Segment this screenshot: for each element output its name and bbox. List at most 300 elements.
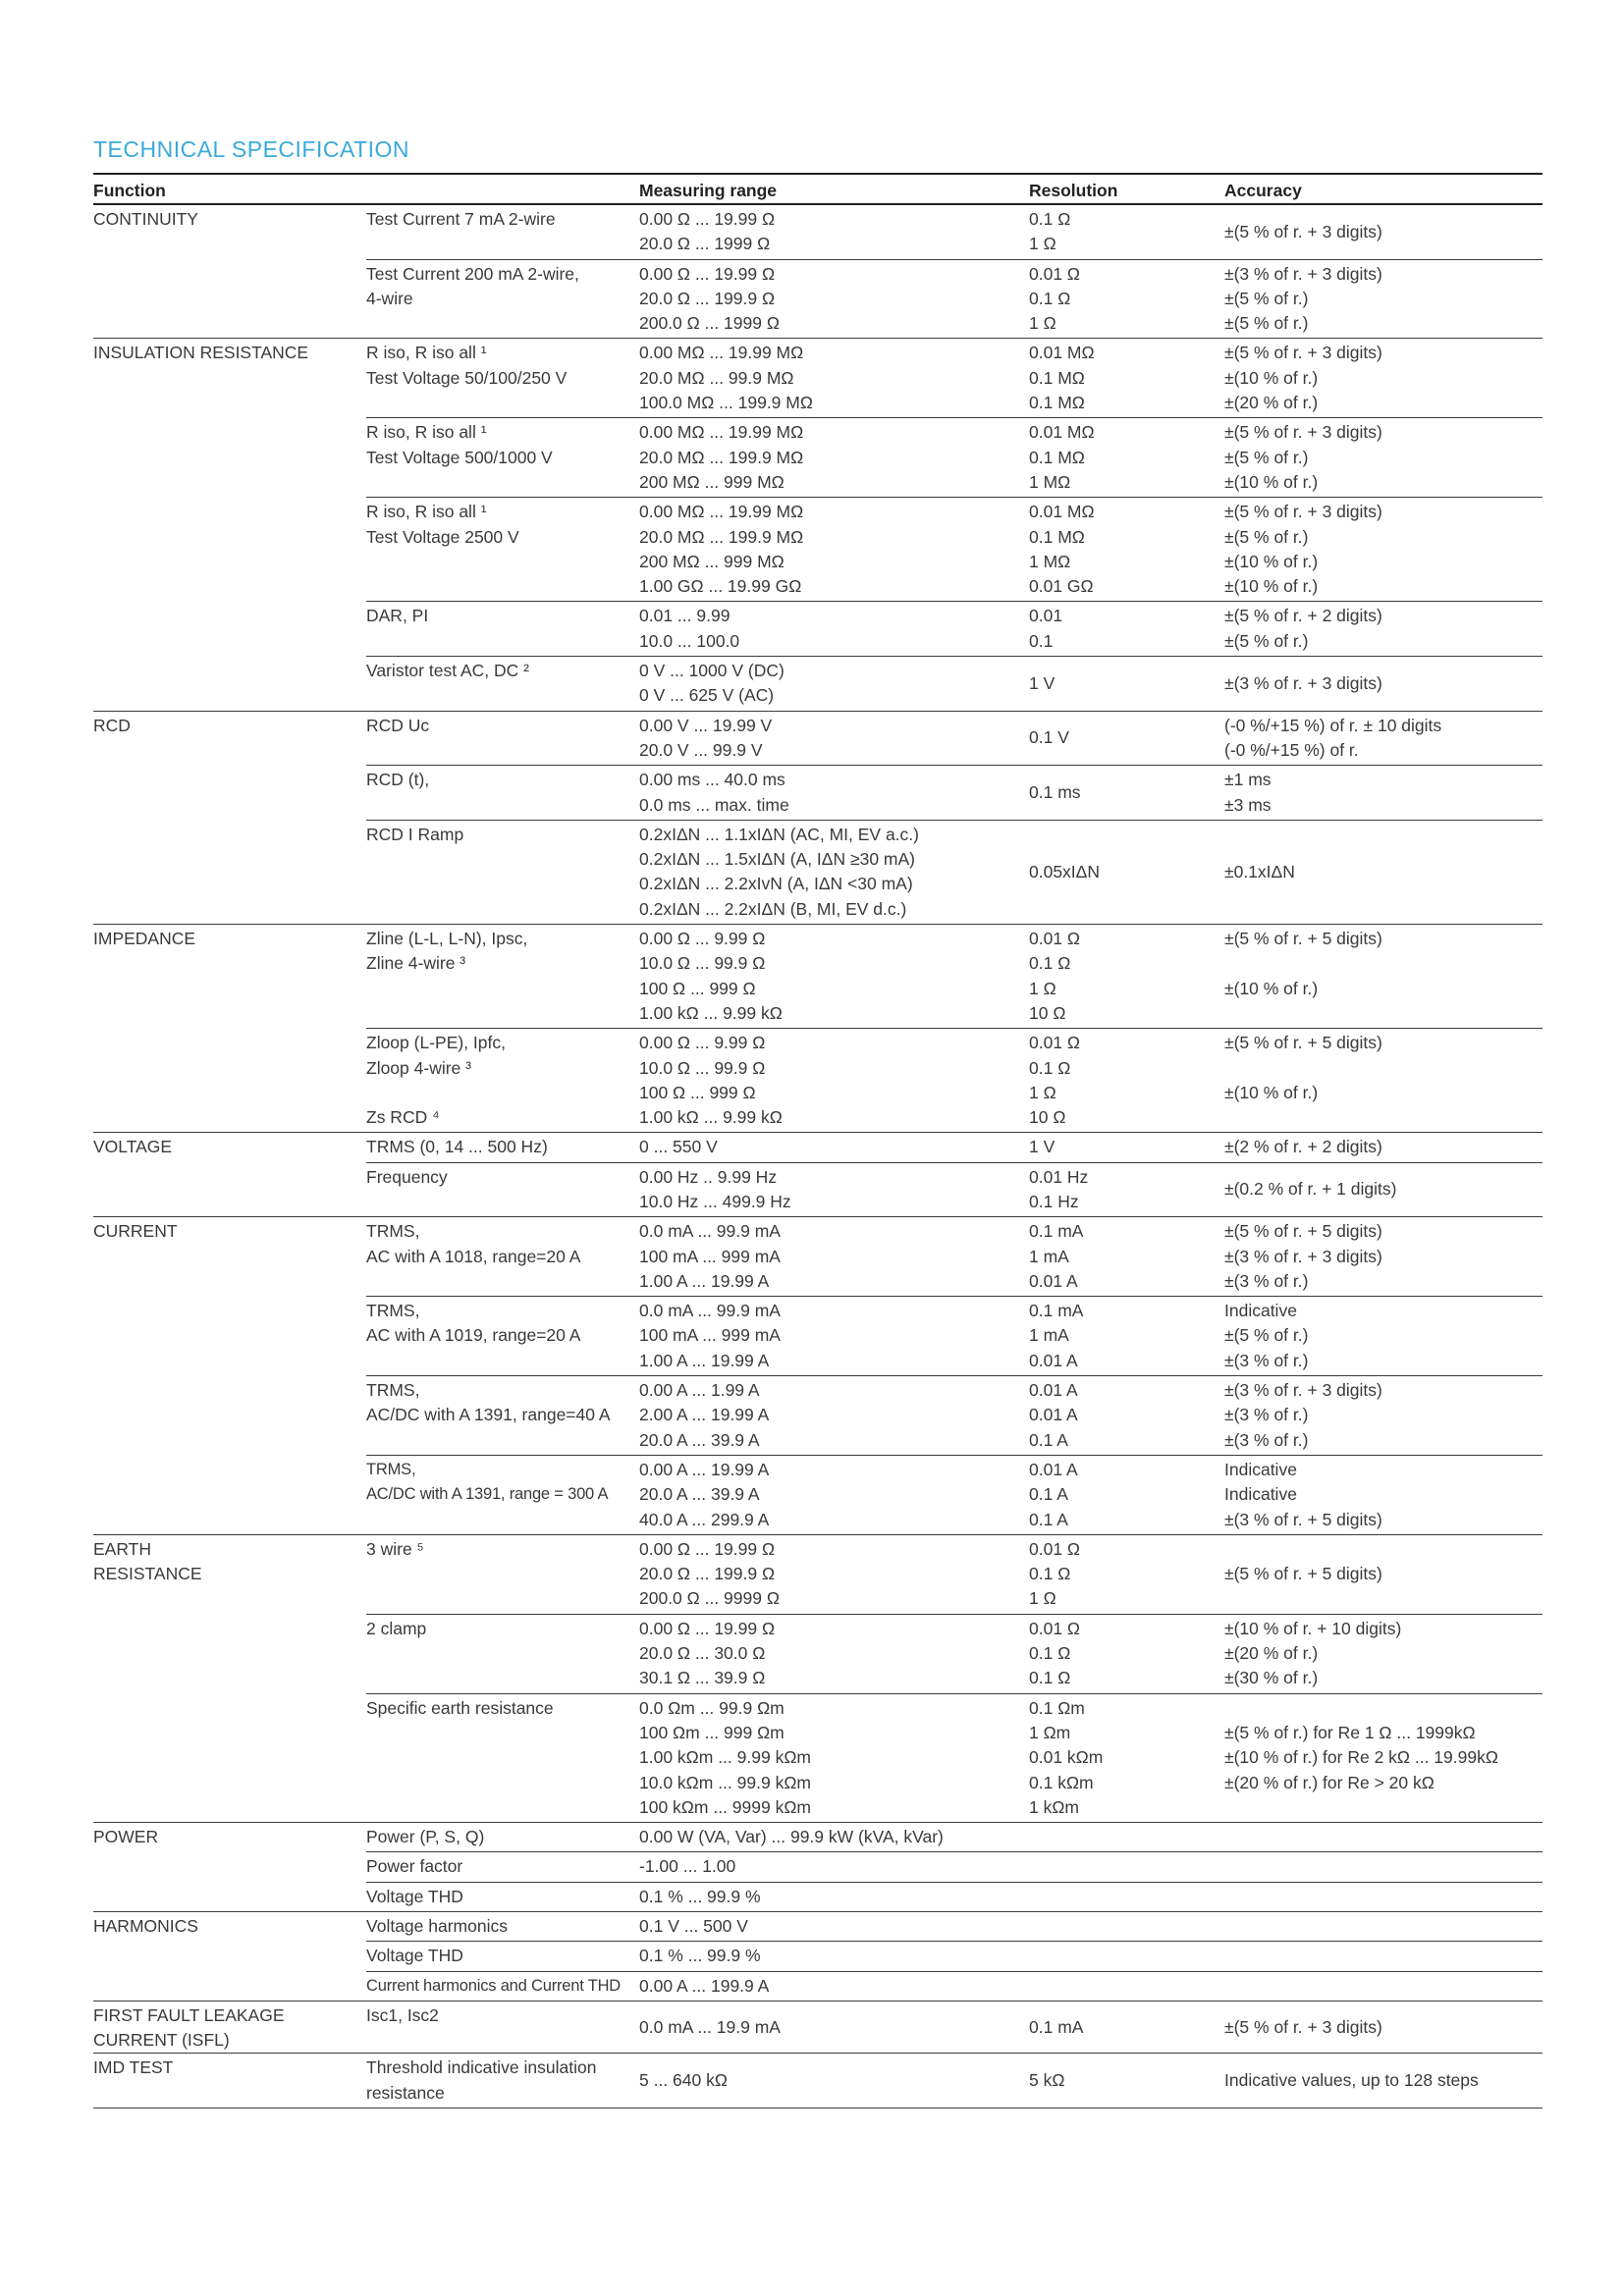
subfunction-cell bbox=[366, 1823, 639, 1852]
accuracy-line: ±(10 % of r.) bbox=[1224, 576, 1319, 597]
subfunction-line: Zs RCD ⁴ bbox=[366, 1107, 440, 1128]
resolution-line bbox=[1029, 1914, 1224, 1939]
measuring-range-line: 200 MΩ ... 999 MΩ bbox=[639, 471, 785, 492]
subfunction-cell bbox=[366, 1942, 639, 1971]
subfunction-line: R iso, R iso all ¹ bbox=[366, 422, 487, 443]
accuracy-line: (-0 %/+15 %) of r. bbox=[1224, 739, 1359, 760]
measuring-range-line: 20.0 V ... 99.9 V bbox=[639, 739, 763, 760]
accuracy-line: ±(3 % of r.) bbox=[1224, 1405, 1309, 1425]
subfunction-line: TRMS, bbox=[366, 1460, 416, 1478]
subfunction-line: TRMS, bbox=[366, 1301, 420, 1321]
measuring-range-cell bbox=[639, 1614, 1029, 1693]
function-name bbox=[93, 1912, 366, 2002]
measuring-range-line: 20.0 Ω ... 199.9 Ω bbox=[639, 288, 776, 308]
accuracy-line: Indicative values, up to 128 steps bbox=[1224, 2070, 1479, 2091]
subfunction-line: AC/DC with A 1391, range = 300 A bbox=[366, 1485, 609, 1504]
measuring-range-line: 0.00 Ω ... 19.99 Ω bbox=[639, 1538, 776, 1559]
accuracy-line: ±(3 % of r.) bbox=[1224, 1270, 1309, 1291]
resolution-line: 0.1 Ω bbox=[1029, 953, 1071, 974]
subfunction-cell bbox=[366, 259, 639, 339]
measuring-range-cell bbox=[639, 1297, 1029, 1376]
subfunction-line: Test Current 7 mA 2-wire bbox=[366, 209, 556, 229]
resolution-line: 0.01 Ω bbox=[1029, 1618, 1081, 1638]
measuring-range-line: 20.0 A ... 39.9 A bbox=[639, 1484, 760, 1505]
measuring-range-cell bbox=[639, 1693, 1029, 1822]
accuracy-line: ±(5 % of r. + 5 digits) bbox=[1224, 1033, 1382, 1053]
measuring-range-line: 0 ... 550 V bbox=[639, 1137, 718, 1157]
spec-row bbox=[93, 1217, 1543, 1297]
accuracy-line: ±(5 % of r. + 2 digits) bbox=[1224, 606, 1382, 626]
accuracy-line: ±(5 % of r. + 3 digits) bbox=[1224, 422, 1382, 443]
resolution-line: 0.1 A bbox=[1029, 1429, 1068, 1450]
subfunction-line: 3 wire ⁵ bbox=[366, 1538, 424, 1559]
measuring-range-line: 200.0 Ω ... 9999 Ω bbox=[639, 1588, 780, 1609]
resolution-cell bbox=[1029, 418, 1224, 498]
resolution-line: 0.01 kΩm bbox=[1029, 1747, 1104, 1768]
subfunction-cell bbox=[366, 766, 639, 821]
resolution-line: 1 Ω bbox=[1029, 234, 1056, 254]
accuracy-cell bbox=[1224, 1614, 1543, 1693]
accuracy-line: ±(5 % of r. + 3 digits) bbox=[1224, 2016, 1382, 2037]
subfunction-line: TRMS, bbox=[366, 1221, 420, 1242]
resolution-line: 0.1 Ω bbox=[1029, 1643, 1071, 1664]
accuracy-line: ±(0.2 % of r. + 1 digits) bbox=[1224, 1179, 1397, 1200]
accuracy-cell bbox=[1224, 1297, 1543, 1376]
measuring-range-cell bbox=[639, 1534, 1029, 1614]
subfunction-line: Power factor bbox=[366, 1856, 463, 1877]
function-name bbox=[93, 2054, 366, 2109]
resolution-line: 0.01 A bbox=[1029, 1350, 1078, 1370]
resolution-line: 0.01 Ω bbox=[1029, 1033, 1081, 1053]
subfunction-line: TRMS (0, 14 ... 500 Hz) bbox=[366, 1137, 548, 1157]
resolution-line bbox=[1029, 1885, 1224, 1909]
accuracy-cell bbox=[1224, 1534, 1543, 1614]
accuracy-line: ±(3 % of r. + 3 digits) bbox=[1224, 1380, 1382, 1401]
measuring-range-cell bbox=[639, 1971, 1029, 2001]
resolution-cell bbox=[1029, 1852, 1224, 1882]
subfunction-cell bbox=[366, 498, 639, 602]
measuring-range-line: 0.00 A ... 199.9 A bbox=[639, 1975, 770, 1996]
accuracy-line: ±(3 % of r. + 3 digits) bbox=[1224, 263, 1382, 284]
accuracy-line: ±3 ms bbox=[1224, 794, 1272, 815]
resolution-line: 0.1 Ωm bbox=[1029, 1697, 1085, 1718]
subfunction-cell bbox=[366, 1455, 639, 1534]
subfunction-line: Test Voltage 500/1000 V bbox=[366, 447, 553, 467]
accuracy-cell bbox=[1224, 498, 1543, 602]
accuracy-cell bbox=[1224, 766, 1543, 821]
resolution-line: 0.1 Hz bbox=[1029, 1191, 1079, 1211]
accuracy-line: ±(10 % of r.) bbox=[1224, 1082, 1319, 1102]
accuracy-cell bbox=[1224, 1133, 1543, 1162]
measuring-range-line: 30.1 Ω ... 39.9 Ω bbox=[639, 1668, 766, 1688]
measuring-range-line: 0.0 Ωm ... 99.9 Ωm bbox=[639, 1697, 785, 1718]
accuracy-cell bbox=[1224, 1942, 1543, 1971]
accuracy-line: ±(5 % of r.) bbox=[1224, 313, 1309, 334]
measuring-range-cell bbox=[639, 766, 1029, 821]
measuring-range-line: 100 Ω ... 999 Ω bbox=[639, 1082, 756, 1102]
subfunction-cell bbox=[366, 2054, 639, 2109]
function-name bbox=[93, 204, 366, 339]
measuring-range-line: 0.1 V ... 500 V bbox=[639, 1916, 748, 1936]
resolution-line: 0.1 mA bbox=[1029, 2016, 1084, 2037]
measuring-range-line: 1.00 kΩ ... 9.99 kΩ bbox=[639, 1107, 783, 1128]
accuracy-cell bbox=[1224, 925, 1543, 1029]
resolution-line: 1 Ω bbox=[1029, 1588, 1056, 1609]
measuring-range-line: 100 kΩm ... 9999 kΩm bbox=[639, 1796, 811, 1817]
function-name-line: VOLTAGE bbox=[93, 1137, 173, 1157]
spec-row bbox=[93, 711, 1543, 766]
subfunction-line: 4-wire bbox=[366, 288, 413, 308]
resolution-cell bbox=[1029, 1217, 1224, 1297]
subfunction-cell bbox=[366, 602, 639, 657]
subfunction-cell bbox=[366, 820, 639, 924]
measuring-range-line: 0.00 W (VA, Var) ... 99.9 kW (kVA, kVar) bbox=[639, 1827, 944, 1847]
resolution-cell bbox=[1029, 925, 1224, 1029]
measuring-range-line: 0.00 V ... 19.99 V bbox=[639, 715, 773, 735]
measuring-range-line: 100 mA ... 999 mA bbox=[639, 1325, 781, 1346]
measuring-range-line: 0 V ... 625 V (AC) bbox=[639, 685, 775, 706]
spec-row bbox=[93, 1912, 1543, 1942]
measuring-range-line: 10.0 Ω ... 99.9 Ω bbox=[639, 953, 766, 974]
spec-row bbox=[93, 1534, 1543, 1614]
resolution-line: 0.01 A bbox=[1029, 1270, 1078, 1291]
measuring-range-line: 20.0 Ω ... 199.9 Ω bbox=[639, 1564, 776, 1584]
resolution-cell bbox=[1029, 339, 1224, 418]
measuring-range-line: 40.0 A ... 299.9 A bbox=[639, 1509, 770, 1529]
measuring-range-cell bbox=[639, 339, 1029, 418]
accuracy-line: ±(5 % of r.) bbox=[1224, 288, 1309, 308]
function-name-line: RCD bbox=[93, 715, 131, 735]
subfunction-line: RCD Uc bbox=[366, 715, 430, 735]
measuring-range-cell bbox=[639, 259, 1029, 339]
resolution-line: 1 Ωm bbox=[1029, 1722, 1071, 1742]
accuracy-line bbox=[1224, 1056, 1543, 1081]
resolution-line: 0.1 Ω bbox=[1029, 1057, 1071, 1078]
accuracy-cell bbox=[1224, 2001, 1543, 2054]
accuracy-cell bbox=[1224, 1912, 1543, 1942]
accuracy-line: ±1 ms bbox=[1224, 770, 1272, 790]
subfunction-line: Test Voltage 50/100/250 V bbox=[366, 367, 568, 388]
subfunction-line: Voltage THD bbox=[366, 1886, 463, 1906]
accuracy-line: ±(3 % of r.) bbox=[1224, 1350, 1309, 1370]
accuracy-line: ±(5 % of r. + 3 digits) bbox=[1224, 502, 1382, 522]
resolution-line: 10 Ω bbox=[1029, 1002, 1066, 1023]
function-name-line: EARTH bbox=[93, 1538, 151, 1559]
accuracy-line: ±(5 % of r. + 3 digits) bbox=[1224, 343, 1382, 363]
subfunction-line: resistance bbox=[366, 2082, 445, 2103]
accuracy-line: Indicative bbox=[1224, 1459, 1297, 1479]
resolution-cell bbox=[1029, 1693, 1224, 1822]
measuring-range-line: 20.0 MΩ ... 199.9 MΩ bbox=[639, 447, 804, 467]
resolution-cell bbox=[1029, 1882, 1224, 1911]
resolution-cell bbox=[1029, 259, 1224, 339]
accuracy-line bbox=[1224, 1974, 1543, 1999]
measuring-range-cell bbox=[639, 925, 1029, 1029]
accuracy-cell bbox=[1224, 1882, 1543, 1911]
measuring-range-cell bbox=[639, 204, 1029, 259]
subfunction-cell bbox=[366, 1852, 639, 1882]
measuring-range-line: 1.00 GΩ ... 19.99 GΩ bbox=[639, 576, 802, 597]
measuring-range-cell bbox=[639, 1162, 1029, 1217]
measuring-range-cell bbox=[639, 1133, 1029, 1162]
accuracy-line: ±(3 % of r. + 3 digits) bbox=[1224, 672, 1382, 693]
resolution-line: 1 V bbox=[1029, 672, 1056, 693]
header-function: Function bbox=[93, 174, 366, 204]
accuracy-line: ±(30 % of r.) bbox=[1224, 1668, 1319, 1688]
resolution-cell bbox=[1029, 498, 1224, 602]
accuracy-cell bbox=[1224, 259, 1543, 339]
measuring-range-line: 0.00 Ω ... 19.99 Ω bbox=[639, 209, 776, 229]
measuring-range-cell bbox=[639, 1376, 1029, 1456]
measuring-range-cell bbox=[639, 2054, 1029, 2109]
measuring-range-cell bbox=[639, 657, 1029, 712]
accuracy-line: ±(10 % of r.) bbox=[1224, 471, 1319, 492]
subfunction-line: Frequency bbox=[366, 1166, 448, 1187]
resolution-cell bbox=[1029, 1971, 1224, 2001]
accuracy-cell bbox=[1224, 602, 1543, 657]
resolution-line: 0.01 A bbox=[1029, 1380, 1078, 1401]
measuring-range-line: 1.00 kΩ ... 9.99 kΩ bbox=[639, 1002, 783, 1023]
measuring-range-line: 0.2xIΔN ... 2.2xIΔN (B, MI, EV d.c.) bbox=[639, 898, 907, 919]
spec-row bbox=[93, 2054, 1543, 2109]
resolution-cell bbox=[1029, 602, 1224, 657]
accuracy-line: ±(10 % of r. + 10 digits) bbox=[1224, 1618, 1402, 1638]
accuracy-line: ±(5 % of r.) bbox=[1224, 1325, 1309, 1346]
resolution-line bbox=[1029, 1974, 1224, 1999]
subfunction-line: Zline (L-L, L-N), Ipsc, bbox=[366, 929, 528, 949]
accuracy-line bbox=[1224, 1795, 1543, 1820]
measuring-range-line: 2.00 A ... 19.99 A bbox=[639, 1405, 770, 1425]
accuracy-cell bbox=[1224, 1971, 1543, 2001]
subfunction-cell bbox=[366, 657, 639, 712]
spec-table bbox=[93, 173, 1543, 2109]
subfunction-cell bbox=[366, 1217, 639, 1297]
measuring-range-line: 0.1 % ... 99.9 % bbox=[639, 1886, 761, 1906]
resolution-line: 0.01 A bbox=[1029, 1459, 1078, 1479]
resolution-cell bbox=[1029, 2054, 1224, 2109]
measuring-range-line: 10.0 Ω ... 99.9 Ω bbox=[639, 1057, 766, 1078]
subfunction-line: R iso, R iso all ¹ bbox=[366, 343, 487, 363]
accuracy-cell bbox=[1224, 418, 1543, 498]
accuracy-line: ±(10 % of r.) bbox=[1224, 978, 1319, 998]
resolution-line: 1 V bbox=[1029, 1137, 1056, 1157]
function-name-line: HARMONICS bbox=[93, 1916, 198, 1936]
resolution-line: 0.01 Hz bbox=[1029, 1166, 1089, 1187]
resolution-line: 1 mA bbox=[1029, 1246, 1069, 1266]
measuring-range-cell bbox=[639, 711, 1029, 766]
accuracy-line: ±(20 % of r.) for Re > 20 kΩ bbox=[1224, 1772, 1435, 1792]
accuracy-line bbox=[1224, 1885, 1543, 1909]
accuracy-line: ±(3 % of r. + 3 digits) bbox=[1224, 1246, 1382, 1266]
measuring-range-line: 20.0 A ... 39.9 A bbox=[639, 1429, 760, 1450]
measuring-range-line: 0.0 ms ... max. time bbox=[639, 794, 789, 815]
accuracy-line: ±(20 % of r.) bbox=[1224, 1643, 1319, 1664]
accuracy-cell bbox=[1224, 1455, 1543, 1534]
measuring-range-line: 1.00 A ... 19.99 A bbox=[639, 1270, 770, 1291]
measuring-range-line: 200 MΩ ... 999 MΩ bbox=[639, 551, 785, 571]
subfunction-cell bbox=[366, 1534, 639, 1614]
measuring-range-line: 0.00 Hz .. 9.99 Hz bbox=[639, 1166, 778, 1187]
measuring-range-line: 0.00 MΩ ... 19.99 MΩ bbox=[639, 343, 804, 363]
subfunction-line: Isc1, Isc2 bbox=[366, 2004, 439, 2025]
spec-row bbox=[93, 2001, 1543, 2054]
header-subfunction bbox=[366, 174, 639, 204]
subfunction-cell bbox=[366, 418, 639, 498]
accuracy-line: ±(20 % of r.) bbox=[1224, 393, 1319, 413]
resolution-line: 0.01 Ω bbox=[1029, 263, 1081, 284]
resolution-cell bbox=[1029, 1029, 1224, 1133]
accuracy-line bbox=[1224, 1914, 1543, 1939]
measuring-range-line: -1.00 ... 1.00 bbox=[639, 1856, 736, 1877]
measuring-range-line: 0.00 MΩ ... 19.99 MΩ bbox=[639, 502, 804, 522]
subfunction-cell bbox=[366, 1912, 639, 1942]
spec-row bbox=[93, 925, 1543, 1029]
resolution-cell bbox=[1029, 1455, 1224, 1534]
subfunction-line: R iso, R iso all ¹ bbox=[366, 502, 487, 522]
measuring-range-cell bbox=[639, 1029, 1029, 1133]
measuring-range-line: 1.00 kΩm ... 9.99 kΩm bbox=[639, 1747, 811, 1768]
resolution-line: 0.1 A bbox=[1029, 1509, 1068, 1529]
accuracy-line: Indicative bbox=[1224, 1484, 1297, 1505]
function-name bbox=[93, 925, 366, 1133]
resolution-cell bbox=[1029, 1942, 1224, 1971]
subfunction-line: Test Current 200 mA 2-wire, bbox=[366, 263, 579, 284]
resolution-line: 0.1 bbox=[1029, 630, 1054, 651]
subfunction-line bbox=[366, 1081, 639, 1105]
function-name-line: FIRST FAULT LEAKAGE bbox=[93, 2004, 285, 2025]
resolution-line: 0.1 Ω bbox=[1029, 1668, 1071, 1688]
measuring-range-line: 0.00 A ... 1.99 A bbox=[639, 1380, 760, 1401]
accuracy-cell bbox=[1224, 204, 1543, 259]
measuring-range-line: 0.0 mA ... 19.9 mA bbox=[639, 2016, 781, 2037]
measuring-range-line: 0.2xIΔN ... 1.1xIΔN (AC, MI, EV a.c.) bbox=[639, 824, 919, 844]
accuracy-cell bbox=[1224, 711, 1543, 766]
measuring-range-line: 10.0 ... 100.0 bbox=[639, 630, 740, 651]
resolution-line: 1 mA bbox=[1029, 1325, 1069, 1346]
measuring-range-cell bbox=[639, 820, 1029, 924]
measuring-range-line: 0.00 A ... 19.99 A bbox=[639, 1459, 770, 1479]
subfunction-cell bbox=[366, 1614, 639, 1693]
spec-row bbox=[93, 339, 1543, 418]
spec-table-body bbox=[93, 204, 1543, 2109]
accuracy-line: Indicative bbox=[1224, 1301, 1297, 1321]
resolution-line: 0.1 Ω bbox=[1029, 288, 1071, 308]
subfunction-line: Zline 4-wire ³ bbox=[366, 953, 466, 974]
measuring-range-line: 10.0 kΩm ... 99.9 kΩm bbox=[639, 1772, 811, 1792]
resolution-cell bbox=[1029, 2001, 1224, 2054]
spec-row bbox=[93, 1823, 1543, 1852]
accuracy-line bbox=[1224, 1001, 1543, 1026]
measuring-range-line: 0.1 % ... 99.9 % bbox=[639, 1946, 761, 1966]
accuracy-line bbox=[1224, 951, 1543, 976]
measuring-range-line: 0 V ... 1000 V (DC) bbox=[639, 661, 785, 681]
measuring-range-line: 0.00 Ω ... 9.99 Ω bbox=[639, 929, 766, 949]
resolution-line: 5 kΩ bbox=[1029, 2070, 1065, 2091]
accuracy-line: ±(5 % of r.) bbox=[1224, 447, 1309, 467]
subfunction-cell bbox=[366, 204, 639, 259]
accuracy-line: ±0.1xIΔN bbox=[1224, 861, 1295, 881]
header-accuracy: Accuracy bbox=[1224, 174, 1543, 204]
measuring-range-cell bbox=[639, 1217, 1029, 1297]
accuracy-line: ±(3 % of r.) bbox=[1224, 1429, 1309, 1450]
measuring-range-line: 0.0 mA ... 99.9 mA bbox=[639, 1301, 781, 1321]
subfunction-line: Voltage THD bbox=[366, 1946, 463, 1966]
measuring-range-cell bbox=[639, 418, 1029, 498]
subfunction-line: Zloop (L-PE), Ipfc, bbox=[366, 1033, 506, 1053]
resolution-line: 0.1 MΩ bbox=[1029, 367, 1085, 388]
function-name-line: POWER bbox=[93, 1827, 159, 1847]
function-name bbox=[93, 1217, 366, 1535]
resolution-line: 1 Ω bbox=[1029, 978, 1056, 998]
subfunction-cell bbox=[366, 339, 639, 418]
resolution-line: 0.01 bbox=[1029, 606, 1063, 626]
accuracy-line bbox=[1224, 1696, 1543, 1721]
measuring-range-line: 100 Ωm ... 999 Ωm bbox=[639, 1722, 785, 1742]
measuring-range-line: 100 Ω ... 999 Ω bbox=[639, 978, 756, 998]
accuracy-cell bbox=[1224, 1029, 1543, 1133]
measuring-range-line: 0.2xIΔN ... 1.5xIΔN (A, IΔN ≥30 mA) bbox=[639, 849, 915, 870]
function-name bbox=[93, 1534, 366, 1822]
spec-table-header bbox=[93, 174, 1543, 204]
subfunction-line: Varistor test AC, DC ² bbox=[366, 661, 529, 681]
measuring-range-line: 0.0 mA ... 99.9 mA bbox=[639, 1221, 781, 1242]
function-name-line: IMPEDANCE bbox=[93, 929, 196, 949]
measuring-range-line: 20.0 Ω ... 30.0 Ω bbox=[639, 1643, 766, 1664]
function-name-line: CONTINUITY bbox=[93, 209, 198, 229]
measuring-range-line: 100 mA ... 999 mA bbox=[639, 1246, 781, 1266]
subfunction-cell bbox=[366, 1882, 639, 1911]
subfunction-line: Threshold indicative insulation bbox=[366, 2057, 597, 2078]
resolution-line: 0.01 MΩ bbox=[1029, 343, 1095, 363]
resolution-line: 1 kΩm bbox=[1029, 1796, 1080, 1817]
measuring-range-cell bbox=[639, 602, 1029, 657]
function-name bbox=[93, 711, 366, 924]
resolution-line: 0.1 kΩm bbox=[1029, 1772, 1094, 1792]
measuring-range-line: 10.0 Hz ... 499.9 Hz bbox=[639, 1191, 791, 1211]
function-name-line: INSULATION RESISTANCE bbox=[93, 343, 309, 363]
measuring-range-cell bbox=[639, 1882, 1029, 1911]
accuracy-cell bbox=[1224, 1162, 1543, 1217]
resolution-line: 0.1 V bbox=[1029, 727, 1069, 748]
page bbox=[93, 135, 1543, 2109]
subfunction-line: Voltage harmonics bbox=[366, 1916, 508, 1936]
measuring-range-line: 0.00 Ω ... 19.99 Ω bbox=[639, 263, 776, 284]
accuracy-line: ±(5 % of r. + 5 digits) bbox=[1224, 929, 1382, 949]
resolution-line: 0.1 mA bbox=[1029, 1301, 1084, 1321]
function-name-line: CURRENT (ISFL) bbox=[93, 2030, 230, 2051]
subfunction-line: Zloop 4-wire ³ bbox=[366, 1057, 471, 1078]
accuracy-cell bbox=[1224, 657, 1543, 712]
accuracy-line: ±(2 % of r. + 2 digits) bbox=[1224, 1137, 1382, 1157]
measuring-range-cell bbox=[639, 1823, 1029, 1852]
resolution-cell bbox=[1029, 1614, 1224, 1693]
resolution-line: 0.1 Ω bbox=[1029, 1564, 1071, 1584]
accuracy-line: (-0 %/+15 %) of r. ± 10 digits bbox=[1224, 715, 1442, 735]
resolution-line: 0.01 MΩ bbox=[1029, 502, 1095, 522]
measuring-range-line: 20.0 Ω ... 1999 Ω bbox=[639, 234, 771, 254]
accuracy-cell bbox=[1224, 1852, 1543, 1882]
accuracy-cell bbox=[1224, 1823, 1543, 1852]
resolution-cell bbox=[1029, 1376, 1224, 1456]
accuracy-line: ±(10 % of r.) bbox=[1224, 367, 1319, 388]
resolution-cell bbox=[1029, 657, 1224, 712]
subfunction-line: Power (P, S, Q) bbox=[366, 1827, 485, 1847]
measuring-range-cell bbox=[639, 1852, 1029, 1882]
measuring-range-line: 100.0 MΩ ... 199.9 MΩ bbox=[639, 393, 813, 413]
measuring-range-line: 200.0 Ω ... 1999 Ω bbox=[639, 313, 780, 334]
accuracy-line: ±(5 % of r. + 3 digits) bbox=[1224, 221, 1382, 241]
resolution-line: 1 MΩ bbox=[1029, 471, 1071, 492]
